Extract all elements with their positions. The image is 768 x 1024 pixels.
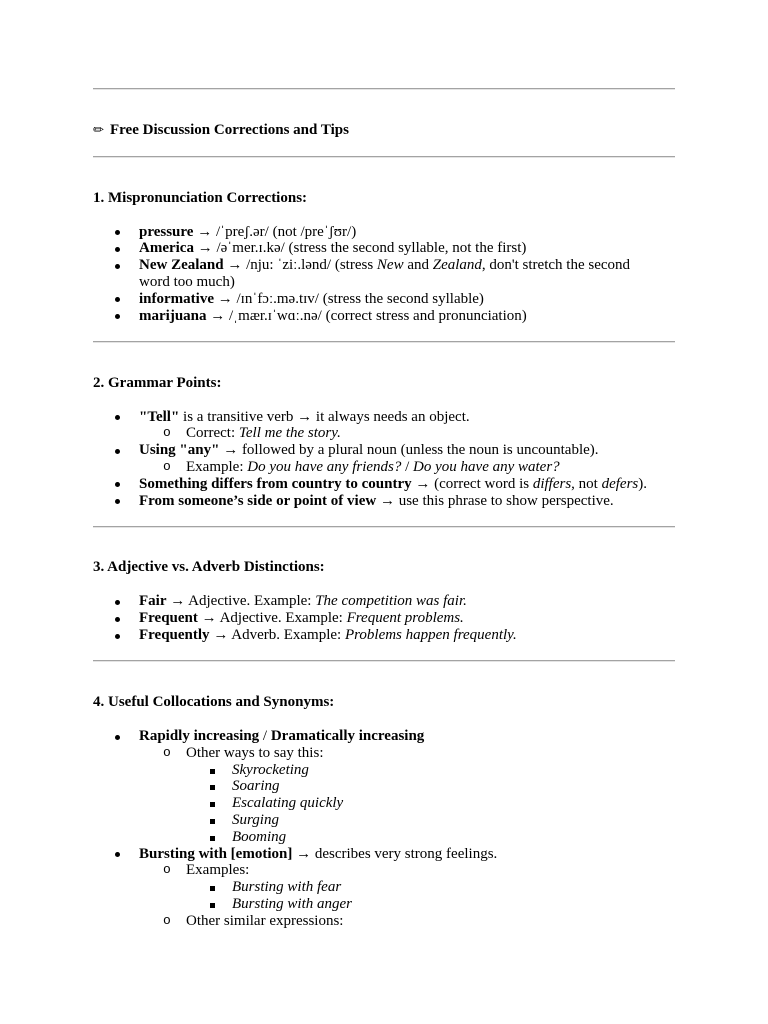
term: marijuana (139, 307, 207, 324)
term: From someone’s side or point of view (139, 492, 377, 509)
term: New Zealand (139, 257, 224, 274)
horizontal-rule (93, 660, 675, 662)
explanation: → Adjective. Example: (166, 593, 316, 610)
bullet-list (93, 224, 675, 325)
list-item-informative (93, 291, 675, 308)
section-heading: 3. Adjective vs. Adverb Distinctions: (93, 559, 325, 576)
list-item-using-any (93, 442, 675, 476)
synonym: Escalating quickly (232, 795, 344, 812)
explanation: → followed by a plural noun (unless the noun is uncountable). (219, 442, 599, 459)
list-item-point-of-view (93, 493, 675, 510)
explanation: → /nju: ˈziː.lənd/ (stress (223, 257, 377, 274)
list-item-frequent (93, 610, 675, 627)
term: Bursting with [emotion] (139, 845, 293, 862)
emphasis: differs (532, 475, 572, 492)
list-item-rapidly-increasing (93, 728, 675, 846)
term: Dramatically increasing (270, 728, 425, 745)
explanation: → (correct word is (411, 475, 533, 492)
explanation: → Adverb. Example: (209, 627, 345, 644)
list-item-bursting-with (93, 846, 675, 930)
section-heading: 1. Mispronunciation Corrections: (93, 189, 308, 206)
term: Fair (139, 593, 167, 610)
term: Something differs from country to country (139, 475, 412, 492)
example: Tell me the story. (238, 425, 341, 442)
term: Using "any" (139, 442, 220, 459)
explanation: → /əˈmer.ɪ.kə/ (stress the second syllable, not the first) (193, 240, 527, 257)
section-grammar-points (93, 375, 675, 510)
separator: / (401, 458, 414, 475)
explanation: , don't stretch the second (481, 257, 631, 274)
synonym-list (186, 762, 675, 846)
example: Bursting with fear (232, 879, 342, 896)
sub-list-item (139, 862, 675, 912)
list-item-frequently (93, 627, 675, 644)
document-title (93, 122, 675, 140)
example: The competition was fair. (315, 593, 467, 610)
explanation: → /ˌmær.ɪˈwɑː.nə/ (correct stress and pronunciation) (206, 307, 527, 324)
example: Do you have any water? (413, 458, 560, 475)
explanation: → /ˈpreʃ.ər/ (not /preˈʃʊr/) (193, 223, 357, 240)
explanation: is a transitive verb → it always needs an object. (179, 408, 470, 425)
label: Other similar expressions: (186, 912, 344, 929)
section-heading: 4. Useful Collocations and Synonyms: (93, 694, 335, 711)
label: Correct: (186, 425, 239, 442)
pencil-icon (93, 122, 110, 140)
synonym: Skyrocketing (232, 761, 309, 778)
synonym: Booming (232, 828, 287, 845)
synonym-item (186, 812, 675, 829)
list-item-fair (93, 593, 675, 610)
list-item-differs (93, 476, 675, 493)
sub-list (139, 459, 675, 476)
synonym-item (186, 778, 675, 795)
section-collocations-synonyms (93, 694, 675, 930)
term: Frequent (139, 610, 198, 627)
emphasis: Zealand (432, 257, 482, 274)
bullet-list (93, 593, 675, 643)
term: Rapidly increasing (139, 728, 260, 745)
synonym: Surging (232, 812, 279, 829)
example: Frequent problems. (346, 610, 464, 627)
sub-list-item (139, 745, 675, 846)
term: informative (139, 290, 214, 307)
horizontal-rule (93, 526, 675, 528)
synonym-item (186, 795, 675, 812)
separator: / (259, 728, 271, 745)
sub-list (139, 745, 675, 846)
emphasis: New (376, 257, 404, 274)
explanation: → Adjective. Example: (197, 610, 347, 627)
term: pressure (139, 223, 194, 240)
section-adjective-adverb (93, 559, 675, 643)
sub-list-item (139, 425, 675, 442)
emphasis: defers (601, 475, 639, 492)
term: Frequently (139, 627, 210, 644)
explanation: → use this phrase to show perspective. (376, 492, 614, 509)
example: Do you have any friends? (247, 458, 402, 475)
list-item-tell (93, 409, 675, 443)
explanation: → describes very strong feelings. (292, 845, 498, 862)
list-item-marijuana (93, 308, 675, 325)
horizontal-rule (93, 341, 675, 343)
sub-list (139, 862, 675, 929)
label: Examples: (186, 862, 250, 879)
document-title-text: Free Discussion Corrections and Tips (110, 121, 349, 138)
example-item (186, 896, 675, 913)
horizontal-rule (93, 88, 675, 90)
bullet-list (93, 728, 675, 930)
section-mispronunciation-corrections (93, 190, 675, 325)
explanation: , not (571, 475, 602, 492)
synonym: Soaring (232, 778, 280, 795)
sub-list-item (139, 913, 675, 930)
explanation: ). (638, 475, 648, 492)
example: Bursting with anger (232, 896, 353, 912)
example: Problems happen frequently. (344, 627, 517, 644)
list-item-pressure (93, 224, 675, 241)
label: Example: (186, 458, 248, 475)
list-item-america (93, 240, 675, 257)
example-item (186, 879, 675, 896)
example-list (186, 879, 675, 913)
term: America (139, 240, 194, 257)
explanation: word too much) (139, 273, 235, 290)
list-item-new-zealand (93, 257, 675, 291)
sub-list (139, 425, 675, 442)
label: Other ways to say this: (186, 744, 324, 761)
explanation: → /ɪnˈfɔː.mə.tɪv/ (stress the second syllable) (213, 290, 484, 307)
synonym-item (186, 829, 675, 846)
bullet-list (93, 409, 675, 510)
sub-list-item (139, 459, 675, 476)
section-heading: 2. Grammar Points: (93, 374, 222, 391)
explanation: and (403, 257, 433, 274)
term: "Tell" (139, 408, 180, 425)
horizontal-rule (93, 156, 675, 158)
synonym-item (186, 762, 675, 779)
